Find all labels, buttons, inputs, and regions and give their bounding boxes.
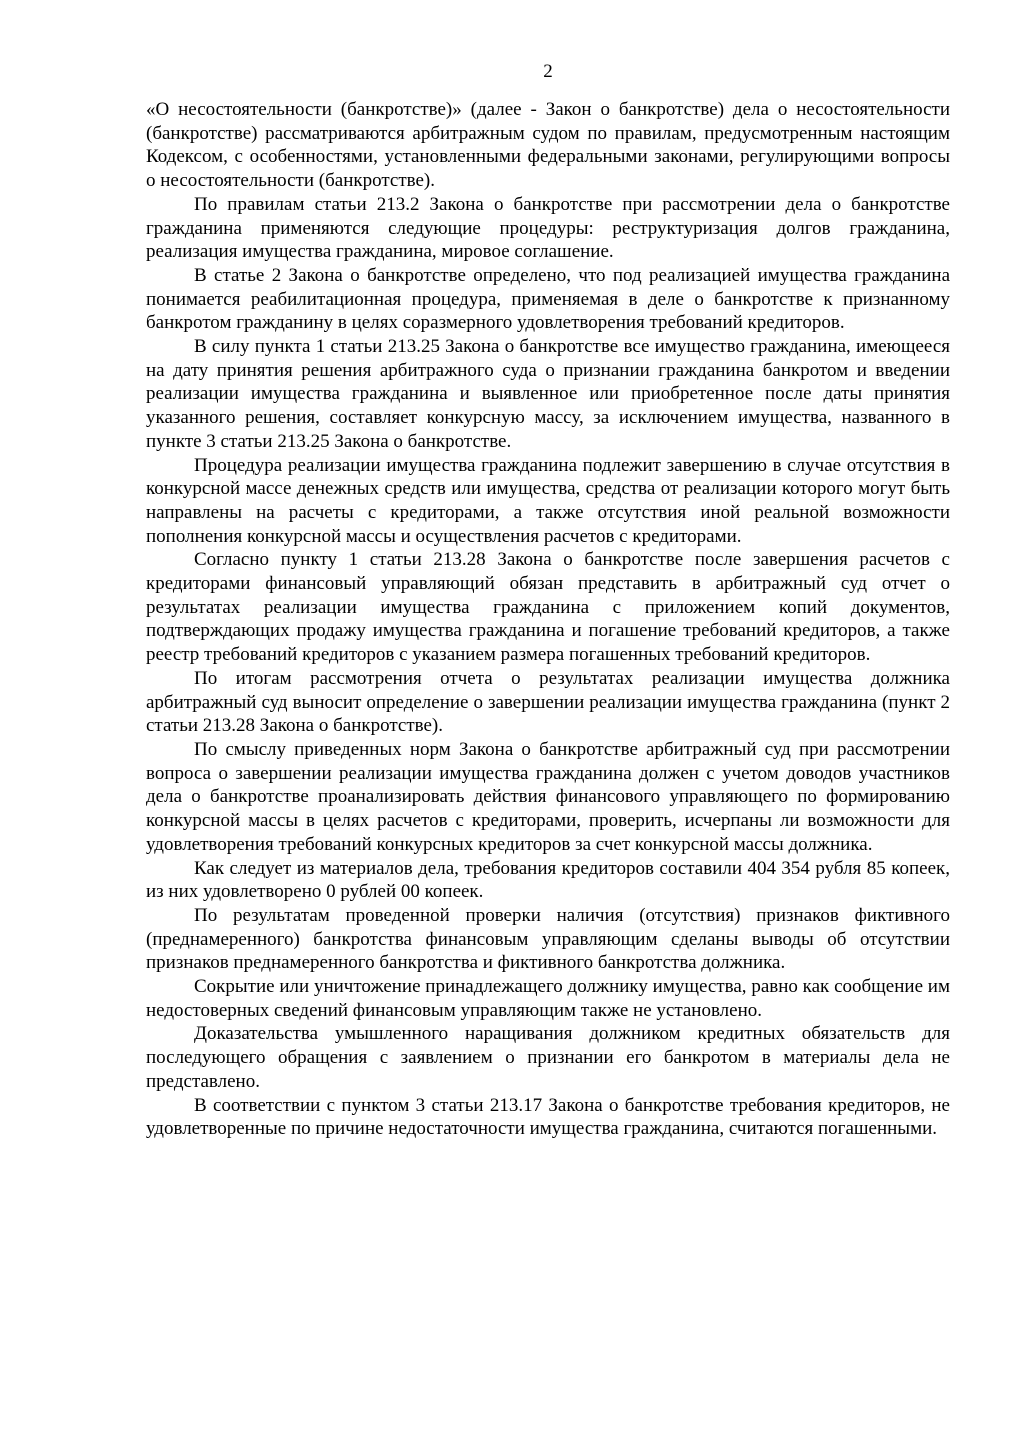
paragraph-1: «О несостоятельности (банкротстве)» (далее - Закон о банкротстве) дела о несостоятельности (банкротстве) рассматриваются арбитражным судом по правилам, предусмотренным настоящим Кодексом, с особенностями, установленными федеральными законами, регулирующими вопросы о несостоятельности (банкротстве). [146,99,950,192]
paragraph-3: В статье 2 Закона о банкротстве определено, что под реализацией имущества гражданина понимается реабилитационная процедура, применяемая в деле о банкротстве к признанному банкротом гражданину в целях соразмерного удовлетворения требований кредиторов. [146,264,950,334]
paragraph-7: По итогам рассмотрения отчета о результатах реализации имущества должника арбитражный суд выносит определение о завершении реализации имущества гражданина (пункт 2 статьи 213.28 Закона о банкротстве). [146,667,950,737]
paragraph-9: Как следует из материалов дела, требования кредиторов составили 404 354 рубля 85 копеек, из них удовлетворено 0 рублей 00 копеек. [146,857,950,903]
paragraph-5: Процедура реализации имущества гражданина подлежит завершению в случае отсутствия в конкурсной массе денежных средств или имущества, средства от реализации которого могут быть направлены на расчеты с кредиторами, а также отсутствия иной реальной возможности пополнения конкурсной массы и осуществления расчетов с кредиторами. [146,454,950,547]
paragraph-8: По смыслу приведенных норм Закона о банкротстве арбитражный суд при рассмотрении вопроса о завершении реализации имущества гражданина должен с учетом доводов участников дела о банкротстве проанализировать действия финансового управляющего по формированию конкурсной массы в целях расчетов с кредиторами, проверить, исчерпаны ли возможности для удовлетворения требований конкурсных кредиторов за счет конкурсной массы должника. [146,738,950,855]
paragraph-12: Доказательства умышленного наращивания должником кредитных обязательств для последующего обращения с заявлением о признании его банкротом в материалы дела не представлено. [146,1023,950,1092]
paragraph-10: По результатам проведенной проверки наличия (отсутствия) признаков фиктивного (преднамеренного) банкротства финансовым управляющим сделаны выводы об отсутствии признаков преднамеренного банкротства и фиктивного банкротства должника. [146,904,950,974]
document-body [146,98,950,1141]
paragraph-4: В силу пункта 1 статьи 213.25 Закона о банкротстве все имущество гражданина, имеющееся на дату принятия решения арбитражного суда о признании гражданина банкротом и введении реализации имущества гражданина и выявленное или приобретенное после даты принятия указанного решения, составляет конкурсную массу, за исключением имущества, названного в пункте 3 статьи 213.25 Закона о банкротстве. [146,336,950,452]
paragraph-6: Согласно пункту 1 статьи 213.28 Закона о банкротстве после завершения расчетов с кредиторами финансовый управляющий обязан представить в арбитражный суд отчет о результатах реализации имущества гражданина с приложением копий документов, подтверждающих продажу имущества гражданина и погашение требований кредиторов, а также реестр требований кредиторов с указанием размера погашенных требований кредиторов. [146,549,950,666]
paragraph-13: В соответствии с пунктом 3 статьи 213.17 Закона о банкротстве требования кредиторов, не удовлетворенные по причине недостаточности имущества гражданина, считаются погашенными. [146,1094,950,1140]
paragraph-2: По правилам статьи 213.2 Закона о банкротстве при рассмотрении дела о банкротстве гражданина применяются следующие процедуры: реструктуризация долгов гражданина, реализация имущества гражданина, мировое соглашение. [146,193,950,263]
paragraph-11: Сокрытие или уничтожение принадлежащего должнику имущества, равно как сообщение им недостоверных сведений финансовым управляющим также не установлено. [146,976,950,1021]
page-number: 2 [543,61,553,82]
